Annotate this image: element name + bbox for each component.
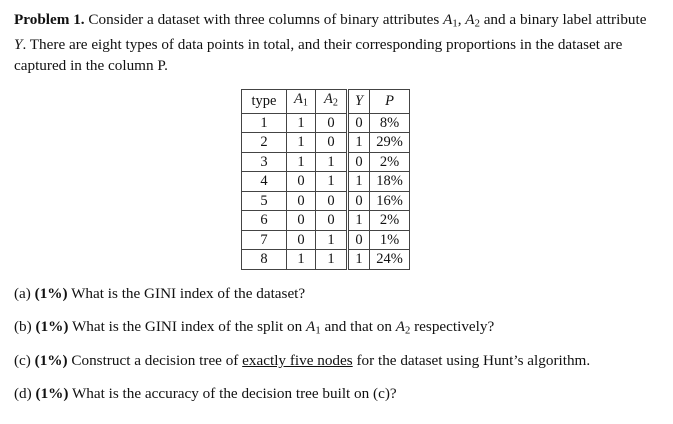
question-b-text-1: What is the GINI index of the split on (68, 318, 307, 335)
question-b-prefix: (b) (14, 318, 36, 335)
a1-letter: A (443, 11, 453, 28)
cell-a2: 1 (316, 172, 348, 192)
question-b-text-2: and that on (320, 318, 396, 335)
cell-type: 7 (242, 230, 287, 250)
cell-a1: 0 (287, 172, 316, 192)
header-y (348, 90, 370, 114)
a2-sub: 2 (474, 18, 480, 30)
header-a1-sub: 1 (302, 97, 308, 109)
cell-y: 0 (348, 113, 370, 133)
cell-a2: 1 (316, 230, 348, 250)
table-row (242, 133, 410, 153)
cell-a1: 1 (287, 133, 316, 153)
question-c-text-1: Construct a decision tree of (67, 352, 243, 369)
question-b-a2: A (395, 318, 405, 335)
question-d-weight: (1%) (35, 385, 69, 402)
cell-p: 18% (370, 172, 410, 192)
a2-letter: A (465, 11, 475, 28)
table-row (242, 191, 410, 211)
cell-y: 1 (348, 211, 370, 231)
question-b-a1-sub: 1 (315, 325, 321, 337)
cell-type: 3 (242, 152, 287, 172)
question-a-weight: (1%) (34, 285, 68, 302)
question-c-text-2: for the dataset using Hunt’s algorithm. (352, 352, 591, 369)
cell-y: 1 (348, 133, 370, 153)
question-b-a2-sub: 2 (405, 325, 411, 337)
table-row (242, 230, 410, 250)
cell-a2: 0 (316, 113, 348, 133)
header-a2-sub: 2 (332, 97, 338, 109)
table-header-row (242, 90, 410, 114)
table-row (242, 211, 410, 231)
y-letter: Y (14, 36, 23, 54)
question-d (14, 385, 397, 403)
cell-y: 0 (348, 191, 370, 211)
cell-a2: 1 (316, 250, 348, 270)
cell-type: 4 (242, 172, 287, 192)
question-c-prefix: (c) (14, 352, 35, 369)
table-row (242, 113, 410, 133)
a1-sub: 1 (452, 18, 458, 30)
cell-p: 16% (370, 191, 410, 211)
question-a-text: What is the GINI index of the dataset? (67, 285, 306, 302)
header-p (370, 90, 410, 114)
cell-type: 1 (242, 113, 287, 133)
question-c (14, 352, 590, 370)
question-b (14, 318, 494, 337)
cell-type: 8 (242, 250, 287, 270)
question-b-text-3: respectively? (410, 318, 495, 335)
problem-text-3: . There are eight types of data points in total, and their corresponding proportions in the dataset are captured in the column P. (14, 36, 623, 74)
cell-a2: 0 (316, 133, 348, 153)
header-a2 (316, 90, 348, 114)
cell-a1: 1 (287, 152, 316, 172)
cell-p: 29% (370, 133, 410, 153)
cell-a2: 1 (316, 152, 348, 172)
question-c-underlined: exactly five nodes (242, 352, 353, 369)
header-y-letter: Y (354, 93, 364, 110)
problem-text-1: Consider a dataset with three columns of binary attributes (88, 11, 444, 28)
problem-text-2: and a binary label attribute (479, 11, 647, 28)
cell-type: 5 (242, 191, 287, 211)
problem-statement (14, 10, 659, 76)
header-a1-letter: A (294, 91, 303, 107)
cell-a2: 0 (316, 211, 348, 231)
cell-y: 1 (348, 172, 370, 192)
cell-p: 1% (370, 230, 410, 250)
question-b-weight: (1%) (35, 318, 69, 335)
comma: , (457, 11, 466, 28)
header-p-letter: P (385, 93, 394, 110)
cell-y: 0 (348, 152, 370, 172)
cell-a1: 1 (287, 113, 316, 133)
question-d-text: What is the accuracy of the decision tree built on (c)? (68, 385, 397, 402)
table-row (242, 250, 410, 270)
dataset-table (241, 89, 410, 270)
cell-a1: 0 (287, 191, 316, 211)
header-type: type (242, 90, 287, 114)
header-a1 (287, 90, 316, 114)
cell-type: 6 (242, 211, 287, 231)
cell-p: 2% (370, 152, 410, 172)
header-a2-letter: A (324, 91, 333, 107)
question-a-prefix: (a) (14, 285, 35, 302)
cell-p: 8% (370, 113, 410, 133)
question-c-weight: (1%) (34, 352, 68, 369)
cell-y: 0 (348, 230, 370, 250)
cell-type: 2 (242, 133, 287, 153)
cell-a1: 0 (287, 211, 316, 231)
cell-p: 2% (370, 211, 410, 231)
cell-a1: 1 (287, 250, 316, 270)
cell-y: 1 (348, 250, 370, 270)
question-b-a1: A (306, 318, 316, 335)
question-a (14, 285, 305, 303)
table-row (242, 152, 410, 172)
table-row (242, 172, 410, 192)
question-d-prefix: (d) (14, 385, 36, 402)
problem-label: Problem 1. (14, 11, 85, 28)
cell-a2: 0 (316, 191, 348, 211)
cell-p: 24% (370, 250, 410, 270)
cell-a1: 0 (287, 230, 316, 250)
